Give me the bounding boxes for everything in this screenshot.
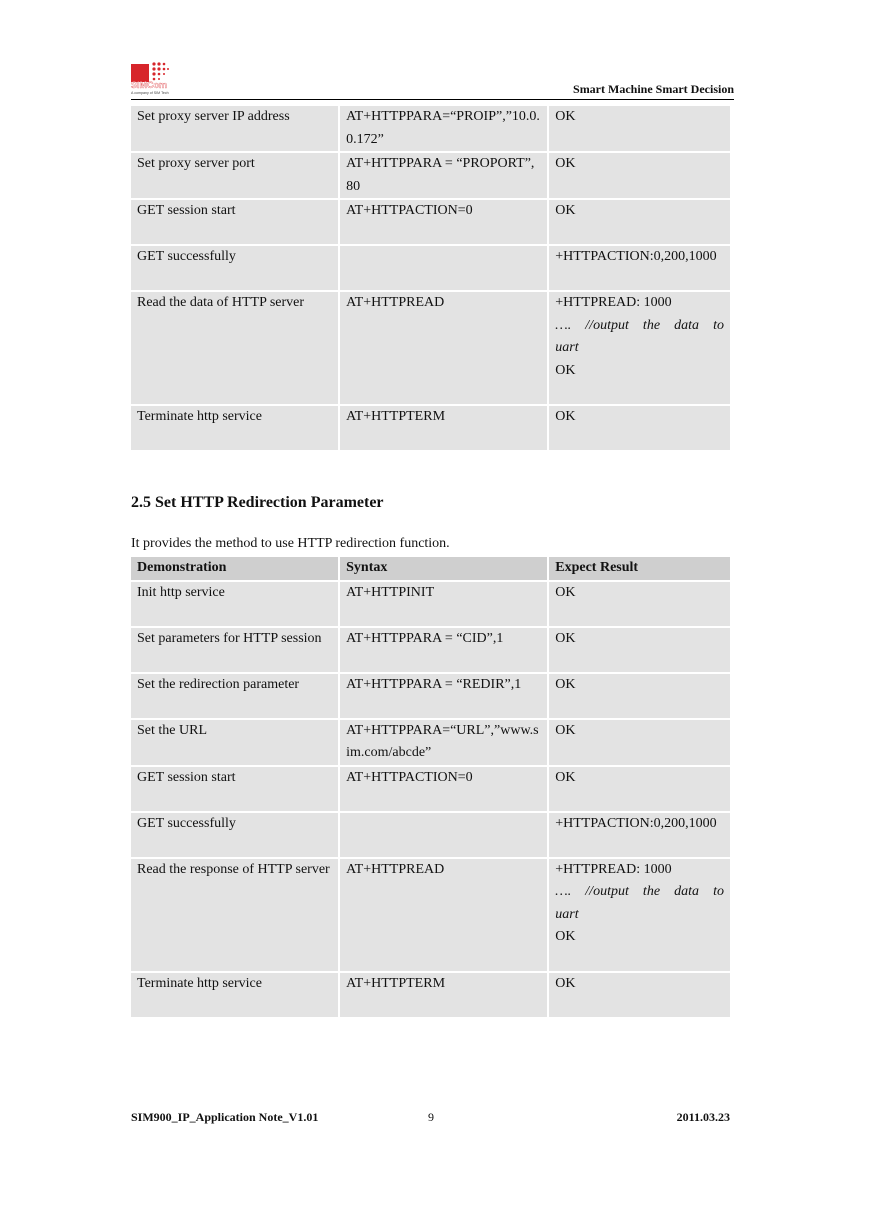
cell-demonstration: GET successfully [131,813,338,857]
table-row [131,859,730,971]
table-row [131,973,730,1017]
cell-syntax: AT+HTTPPARA=“PROIP”,”10.0.0.172” [340,106,547,151]
table-row [131,720,730,765]
footer-page-number: 9 [428,1110,434,1124]
page-header [131,60,734,100]
table-row [131,767,730,811]
cell-expect-result: OK [549,628,730,672]
cell-demonstration: Read the response of HTTP server [131,859,338,971]
cell-syntax: AT+HTTPACTION=0 [340,767,547,811]
cell-demonstration: Init http service [131,582,338,626]
cell-demonstration: Set parameters for HTTP session [131,628,338,672]
header-expect-result: Expect Result [549,557,730,580]
table-row [131,813,730,857]
http-proxy-table [129,104,732,452]
cell-demonstration: Set proxy server IP address [131,106,338,151]
footer-doc-id: SIM900_IP_Application Note_V1.01 [131,1110,319,1124]
result-line: …. //output the data to [555,884,724,899]
result-line: +HTTPREAD: 1000 [555,295,672,310]
cell-syntax: AT+HTTPPARA = “REDIR”,1 [340,674,547,718]
cell-expect-result: OK [549,582,730,626]
cell-expect-result: OK [549,674,730,718]
cell-syntax: AT+HTTPREAD [340,292,547,404]
cell-demonstration: GET session start [131,200,338,244]
cell-expect-result: OK [549,767,730,811]
table-header-row [131,557,730,580]
table-row [131,582,730,626]
header-syntax: Syntax [340,557,547,580]
cell-demonstration: Terminate http service [131,973,338,1017]
cell-expect-result: +HTTPACTION:0,200,1000 [549,813,730,857]
cell-expect-result: OK [549,720,730,765]
section-intro: It provides the method to use HTTP redirection function. [131,536,450,551]
logo-subtitle: A company of SIM Tech [131,91,169,95]
table-row [131,406,730,450]
cell-syntax: AT+HTTPPARA = “CID”,1 [340,628,547,672]
header-tagline: Smart Machine Smart Decision [573,82,734,96]
cell-syntax [340,246,547,290]
result-line: OK [555,929,576,944]
result-line: OK [555,362,576,378]
cell-syntax: AT+HTTPTERM [340,973,547,1017]
logo-wordmark: SIMCom [131,80,167,90]
table-row [131,153,730,198]
cell-syntax: AT+HTTPINIT [340,582,547,626]
result-line: uart [555,906,579,922]
table-row [131,628,730,672]
cell-syntax: AT+HTTPREAD [340,859,547,971]
cell-demonstration: GET successfully [131,246,338,290]
cell-expect-result: +HTTPACTION:0,200,1000 [549,246,730,290]
table-row [131,292,730,404]
table-row [131,106,730,151]
cell-expect-result: OK [549,106,730,151]
cell-expect-result [549,859,730,971]
cell-expect-result [549,292,730,404]
cell-demonstration: Set the URL [131,720,338,765]
cell-syntax: AT+HTTPPARA = “PROPORT”,80 [340,153,547,198]
cell-expect-result: OK [549,153,730,198]
cell-demonstration: Terminate http service [131,406,338,450]
cell-syntax: AT+HTTPACTION=0 [340,200,547,244]
cell-demonstration: Set the redirection parameter [131,674,338,718]
table-row [131,200,730,244]
simcom-logo [131,60,177,96]
header-demonstration: Demonstration [131,557,338,580]
cell-syntax: AT+HTTPPARA=“URL”,”www.sim.com/abcde” [340,720,547,765]
cell-expect-result: OK [549,200,730,244]
table-row [131,246,730,290]
section-heading: 2.5 Set HTTP Redirection Parameter [131,494,384,511]
cell-expect-result: OK [549,973,730,1017]
cell-demonstration: Set proxy server port [131,153,338,198]
result-line: uart [555,340,579,355]
cell-syntax: AT+HTTPTERM [340,406,547,450]
cell-demonstration: GET session start [131,767,338,811]
result-line: …. //output the data to [555,317,724,333]
header-divider [131,99,734,100]
footer-date: 2011.03.23 [676,1110,730,1124]
cell-syntax [340,813,547,857]
cell-demonstration: Read the data of HTTP server [131,292,338,404]
http-redirection-table [129,555,732,1019]
result-line: +HTTPREAD: 1000 [555,861,672,877]
cell-expect-result: OK [549,406,730,450]
table-row [131,674,730,718]
